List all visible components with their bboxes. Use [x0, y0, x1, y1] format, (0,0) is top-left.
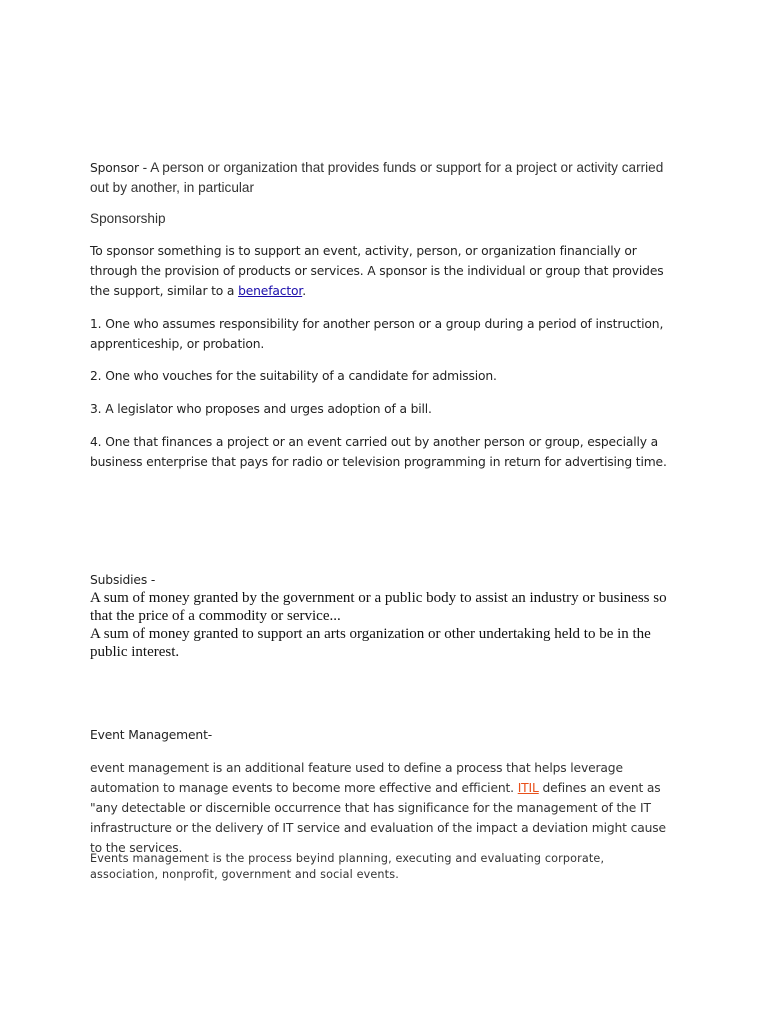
list-item — [90, 399, 672, 419]
subsidies-definitions — [90, 589, 674, 661]
sponsorship-para-end: . — [302, 284, 306, 298]
event-management-heading — [90, 725, 672, 745]
list-item — [90, 432, 672, 472]
subsidies-def-1: A sum of money granted by the government or a public body to assist an industry or business so that the price of a commodity or service... — [90, 590, 667, 624]
sponsorship-heading — [90, 209, 672, 228]
subsidies-heading-text: Subsidies - — [90, 573, 156, 587]
list-item — [90, 314, 672, 354]
sponsorship-item-3: 3. A legislator who proposes and urges adoption of a bill. — [90, 402, 432, 416]
sponsor-term: Sponsor — [90, 161, 139, 175]
event-management-heading-text: Event Management- — [90, 728, 213, 742]
subsidies-heading — [90, 571, 672, 589]
sponsor-dash: - — [138, 160, 151, 175]
sponsor-definition-text: A person or organization that provides funds or support for a project or activity carried out by another, in particular — [90, 160, 664, 195]
event-management-para-text: event management is an additional feature used to define a process that helps leverage automation to manage events to become more effective and efficient. — [90, 761, 623, 795]
sponsorship-item-2: 2. One who vouches for the suitability of a candidate for admission. — [90, 369, 497, 383]
event-management-para-2-text: Events management is the process beyind planning, executing and evaluating corporate, association, nonprofit, government and social events. — [90, 852, 605, 881]
event-management-paragraph-2 — [90, 851, 672, 883]
sponsorship-paragraph — [90, 241, 672, 301]
sponsorship-item-4: 4. One that finances a project or an event carried out by another person or group, especially a business enterprise that pays for radio or television programming in return for advertising time. — [90, 435, 667, 469]
sponsor-definition — [90, 158, 672, 197]
subsidies-def-2: A sum of money granted to support an arts organization or other undertaking held to be in the public interest. — [90, 626, 651, 660]
sponsorship-item-1: 1. One who assumes responsibility for another person or a group during a period of instruction, apprenticeship, or probation. — [90, 317, 664, 351]
list-item — [90, 366, 672, 386]
sponsorship-para-text: To sponsor something is to support an event, activity, person, or organization financially or through the provision of products or services. A sponsor is the individual or group that provides the support, similar to a — [90, 244, 664, 298]
event-management-paragraph — [90, 758, 672, 858]
itil-link[interactable]: ITIL — [517, 781, 539, 795]
sponsorship-heading-text: Sponsorship — [90, 211, 166, 226]
event-management-para-rest: defines an event as "any detectable or discernible occurrence that has significance for the management of the IT infrastructure or the delivery of IT service and evaluation of the impact a deviation might cause to the services. — [90, 781, 666, 855]
benefactor-link[interactable]: benefactor — [238, 284, 303, 298]
